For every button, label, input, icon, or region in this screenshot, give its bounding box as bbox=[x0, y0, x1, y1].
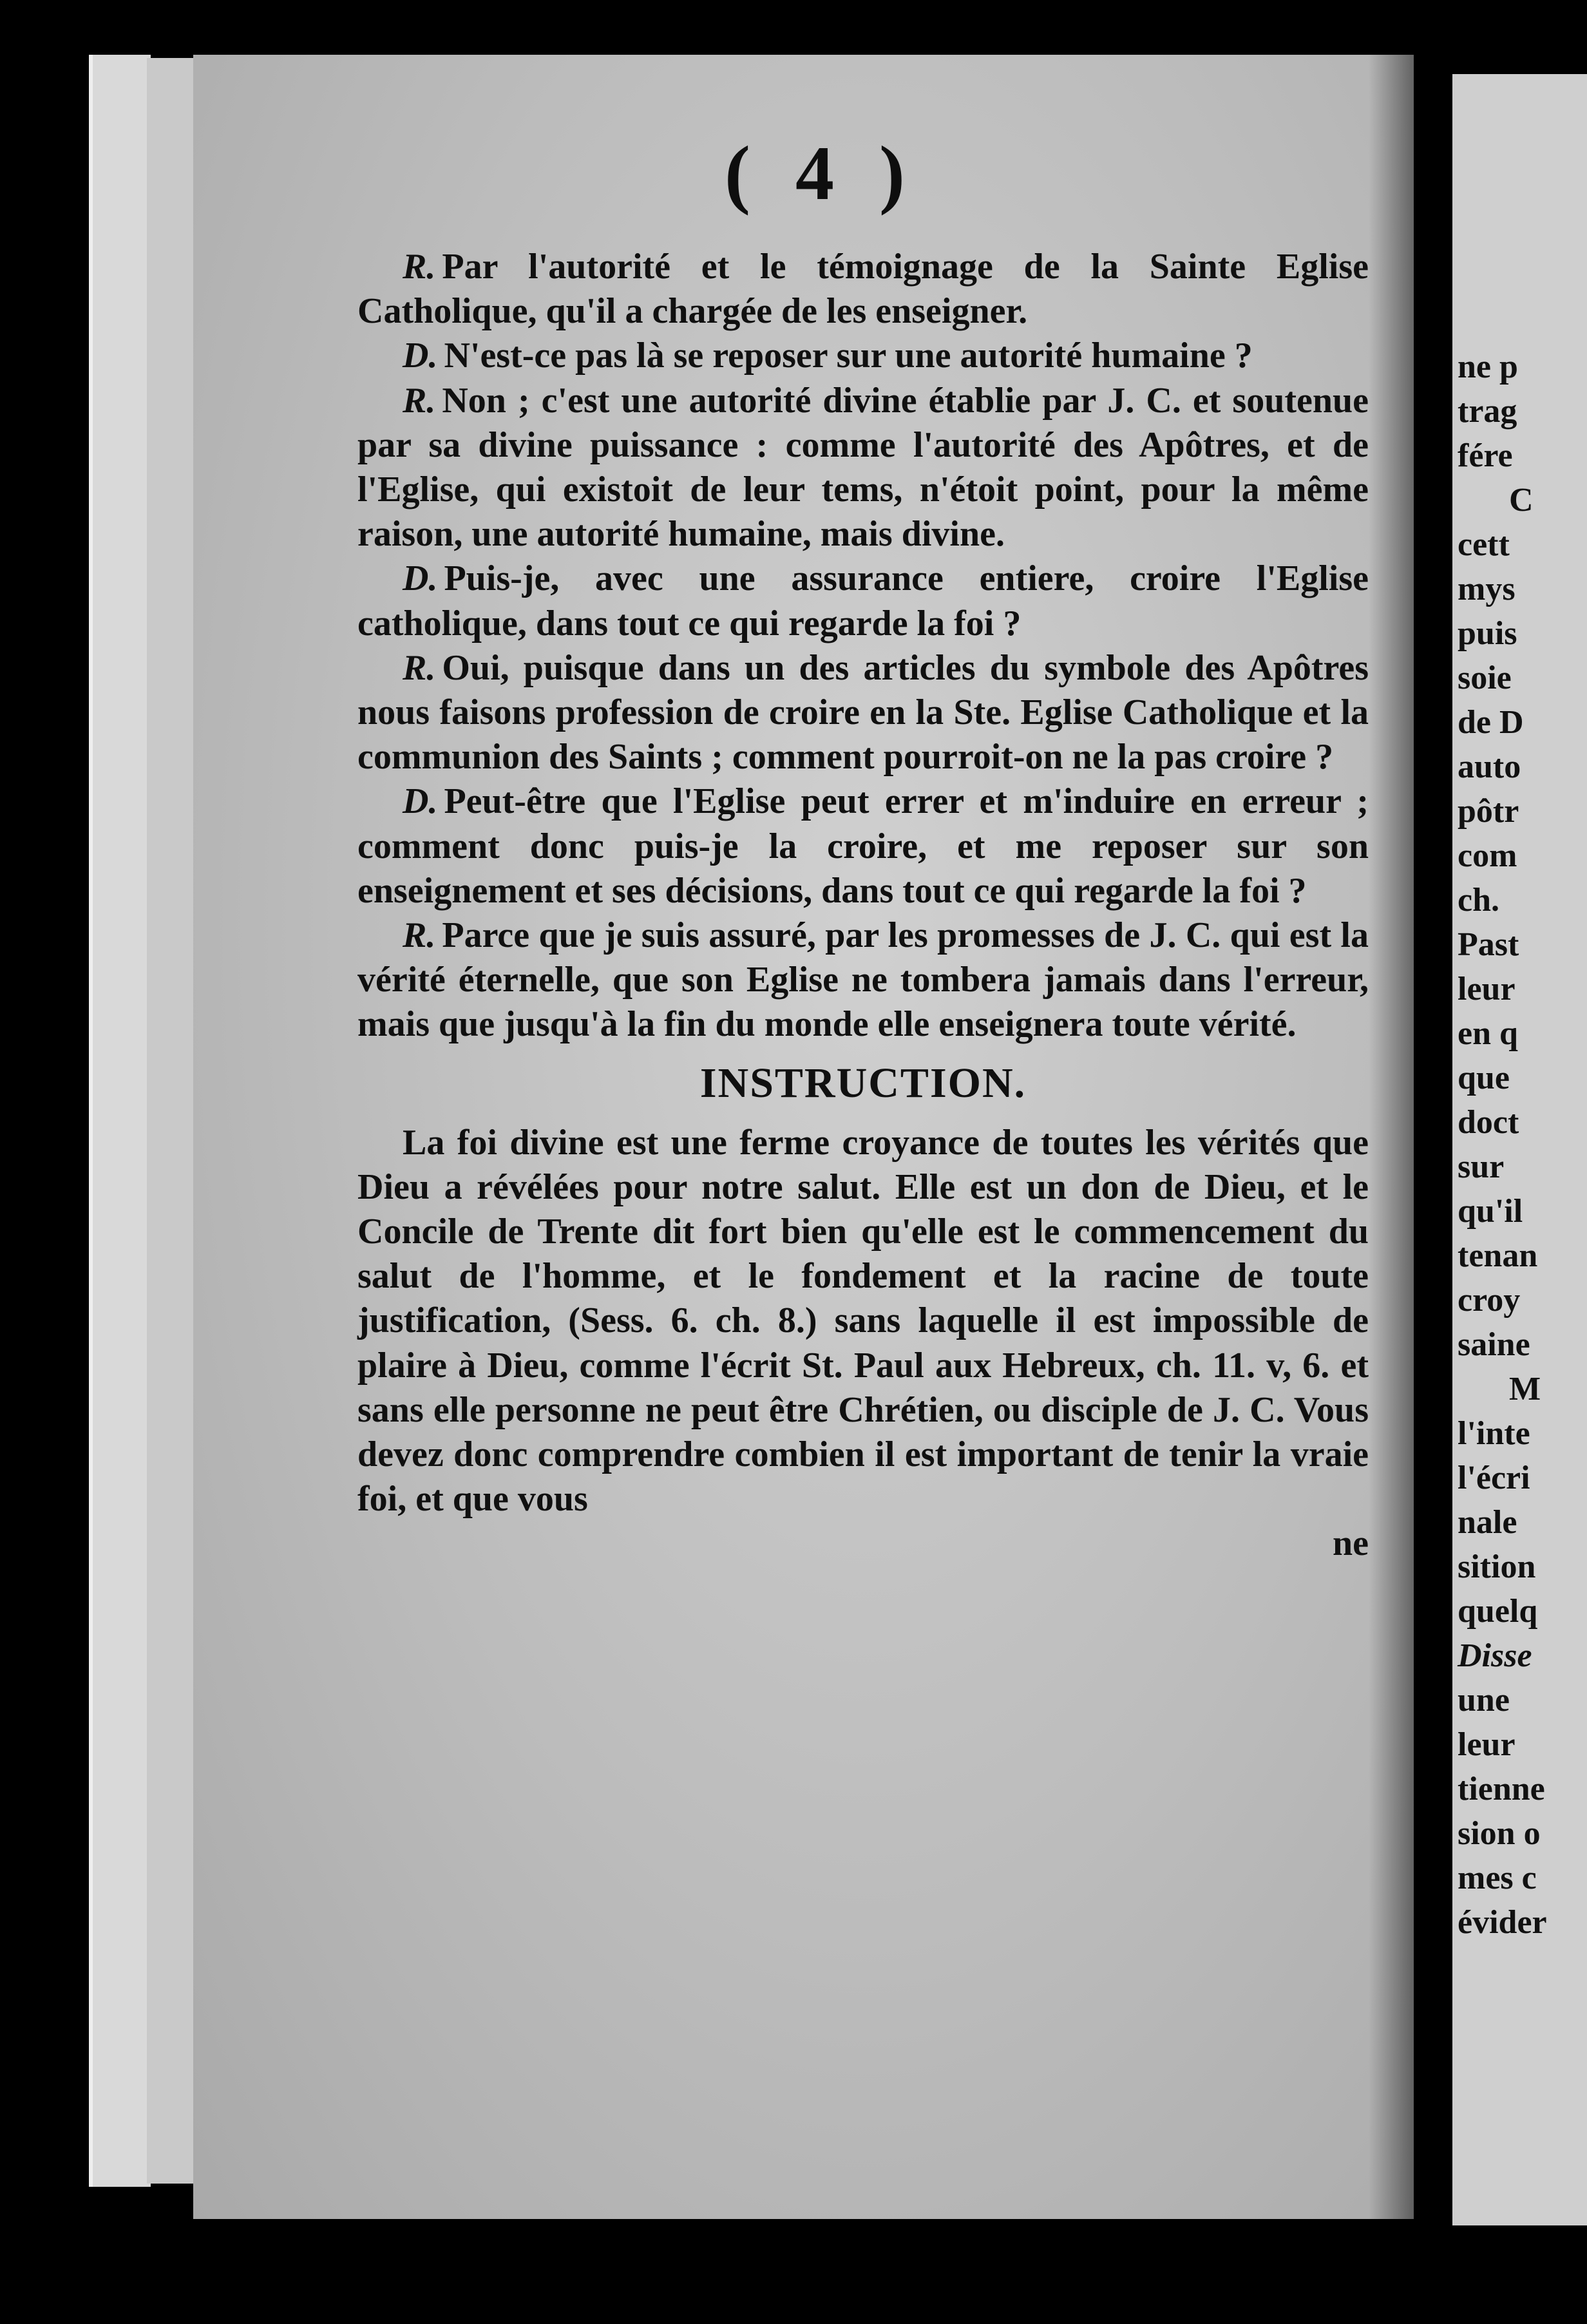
right-page-line: une bbox=[1458, 1682, 1510, 1719]
right-page-line: Disse bbox=[1458, 1637, 1532, 1674]
paragraph-text: Par l'autorité et le témoignage de la Sainte Eglise Catholique, qu'il a chargée de les enseigner. bbox=[357, 247, 1369, 332]
right-page-line: sition bbox=[1458, 1548, 1536, 1585]
paragraph-text: Peut-être que l'Eglise peut errer et m'induire en erreur ; comment donc puis-je la croire, et me reposer sur son enseignement et ses décisions, dans tout ce qui regarde la foi ? bbox=[357, 781, 1369, 911]
right-page-line: mes c bbox=[1458, 1860, 1537, 1896]
speaker-marker: R. bbox=[403, 247, 436, 287]
instruction-paragraph: La foi divine est une ferme croyance de toutes les vérités que Dieu a révélées pour notre salut. Elle est un don de Dieu, et le Concile de Trente dit fort bien qu'elle est le commencement du salut de l'homme, et le fondement et la racine de toute justification, (Sess. 6. ch. 8.) sans laquelle il est impossible de plaire à Dieu, comme l'écrit St. Paul aux Hebreux, ch. 11. v, 6. et sans elle personne ne peut être Chrétien, ou disciple de J. C. Vous devez donc comprendre combien il est important de tenir la vraie foi, et que vous bbox=[357, 1122, 1369, 1519]
dialogue-paragraph bbox=[357, 913, 1369, 1047]
right-page-line: que bbox=[1458, 1060, 1510, 1096]
right-page-fragment bbox=[1452, 74, 1587, 2225]
right-page-line: en q bbox=[1458, 1015, 1518, 1052]
right-page-line: nale bbox=[1458, 1504, 1517, 1541]
body-text bbox=[357, 245, 1369, 1567]
right-page-line: de D bbox=[1458, 704, 1524, 741]
speaker-marker: D. bbox=[403, 558, 438, 599]
right-page-line: tienne bbox=[1458, 1771, 1545, 1807]
right-page-line: saine bbox=[1458, 1326, 1530, 1363]
right-page-line: sur bbox=[1458, 1148, 1505, 1185]
right-page-line: soie bbox=[1458, 660, 1512, 696]
speaker-marker: D. bbox=[403, 336, 438, 376]
right-page-line: com bbox=[1458, 837, 1517, 874]
right-page-line: l'écri bbox=[1458, 1460, 1530, 1496]
right-page-text bbox=[1458, 345, 1587, 1945]
page-stack-edge bbox=[89, 55, 151, 2187]
right-page-line: qu'il bbox=[1458, 1193, 1523, 1230]
page-number: ( 4 ) bbox=[725, 130, 918, 216]
right-page-line: croy bbox=[1458, 1282, 1521, 1319]
dialogue-paragraph bbox=[357, 557, 1369, 645]
right-page-line: fére bbox=[1458, 437, 1513, 474]
speaker-marker: R. bbox=[403, 647, 436, 688]
right-page-line: puis bbox=[1458, 615, 1517, 652]
dialogue-paragraph bbox=[357, 379, 1369, 557]
paragraph-text: Parce que je suis assuré, par les promesses de J. C. qui est la vérité éternelle, que son Eglise ne tombera jamais dans l'erreur, mais que jusqu'à la fin du monde elle enseignera toute vérité. bbox=[357, 915, 1369, 1045]
right-page-line: cett bbox=[1458, 526, 1510, 563]
right-page-line: auto bbox=[1458, 748, 1521, 785]
paragraph-text: Oui, puisque dans un des articles du symbole des Apôtres nous faisons profession de croire en la Ste. Eglise Catholique et la communion des Saints ; comment pourroit-on ne la pas croire ? bbox=[357, 647, 1369, 777]
right-page-line: tenan bbox=[1458, 1237, 1538, 1274]
right-page-line: ch. bbox=[1458, 882, 1499, 919]
right-page-line: leur bbox=[1458, 1726, 1516, 1763]
right-page-line: doct bbox=[1458, 1104, 1519, 1141]
catchword: ne bbox=[1333, 1523, 1369, 1564]
paragraph-text: Non ; c'est une autorité divine établie par J. C. et soutenue par sa divine puissance : comme l'autorité des Apôtres, et de l'Eglise, qui existoit de leur tems, n'étoit point, pour la même raison, une autorité humaine, mais divine. bbox=[357, 380, 1369, 555]
paragraph-text: N'est-ce pas là se reposer sur une autorité humaine ? bbox=[444, 336, 1253, 376]
right-page-line: mys bbox=[1458, 571, 1516, 607]
right-page-line: Past bbox=[1458, 926, 1519, 963]
page-stack-edge-inner bbox=[147, 58, 198, 2184]
right-page-line: sion o bbox=[1458, 1815, 1541, 1852]
section-heading: INSTRUCTION. bbox=[699, 1059, 1027, 1107]
right-page-line: C bbox=[1509, 482, 1534, 519]
dialogue-paragraph bbox=[357, 646, 1369, 780]
dialogue-paragraph bbox=[357, 334, 1369, 378]
speaker-marker: R. bbox=[403, 380, 436, 421]
right-page-line: M bbox=[1509, 1371, 1541, 1407]
right-page-line: pôtr bbox=[1458, 793, 1519, 830]
dialogue-paragraph bbox=[357, 779, 1369, 913]
right-page-line: quelq bbox=[1458, 1593, 1538, 1630]
right-page-line: évider bbox=[1458, 1904, 1547, 1941]
right-page-line: ne p bbox=[1458, 348, 1518, 385]
right-page-line: l'inte bbox=[1458, 1415, 1530, 1452]
paragraph-text: Puis-je, avec une assurance entiere, croire l'Eglise catholique, dans tout ce qui regarde la foi ? bbox=[357, 558, 1369, 643]
dialogue-paragraph bbox=[357, 245, 1369, 334]
gutter-shadow bbox=[1369, 55, 1414, 2219]
right-page-line: trag bbox=[1458, 393, 1517, 430]
right-page-line: leur bbox=[1458, 971, 1516, 1007]
speaker-marker: R. bbox=[403, 915, 436, 956]
speaker-marker: D. bbox=[403, 781, 438, 822]
